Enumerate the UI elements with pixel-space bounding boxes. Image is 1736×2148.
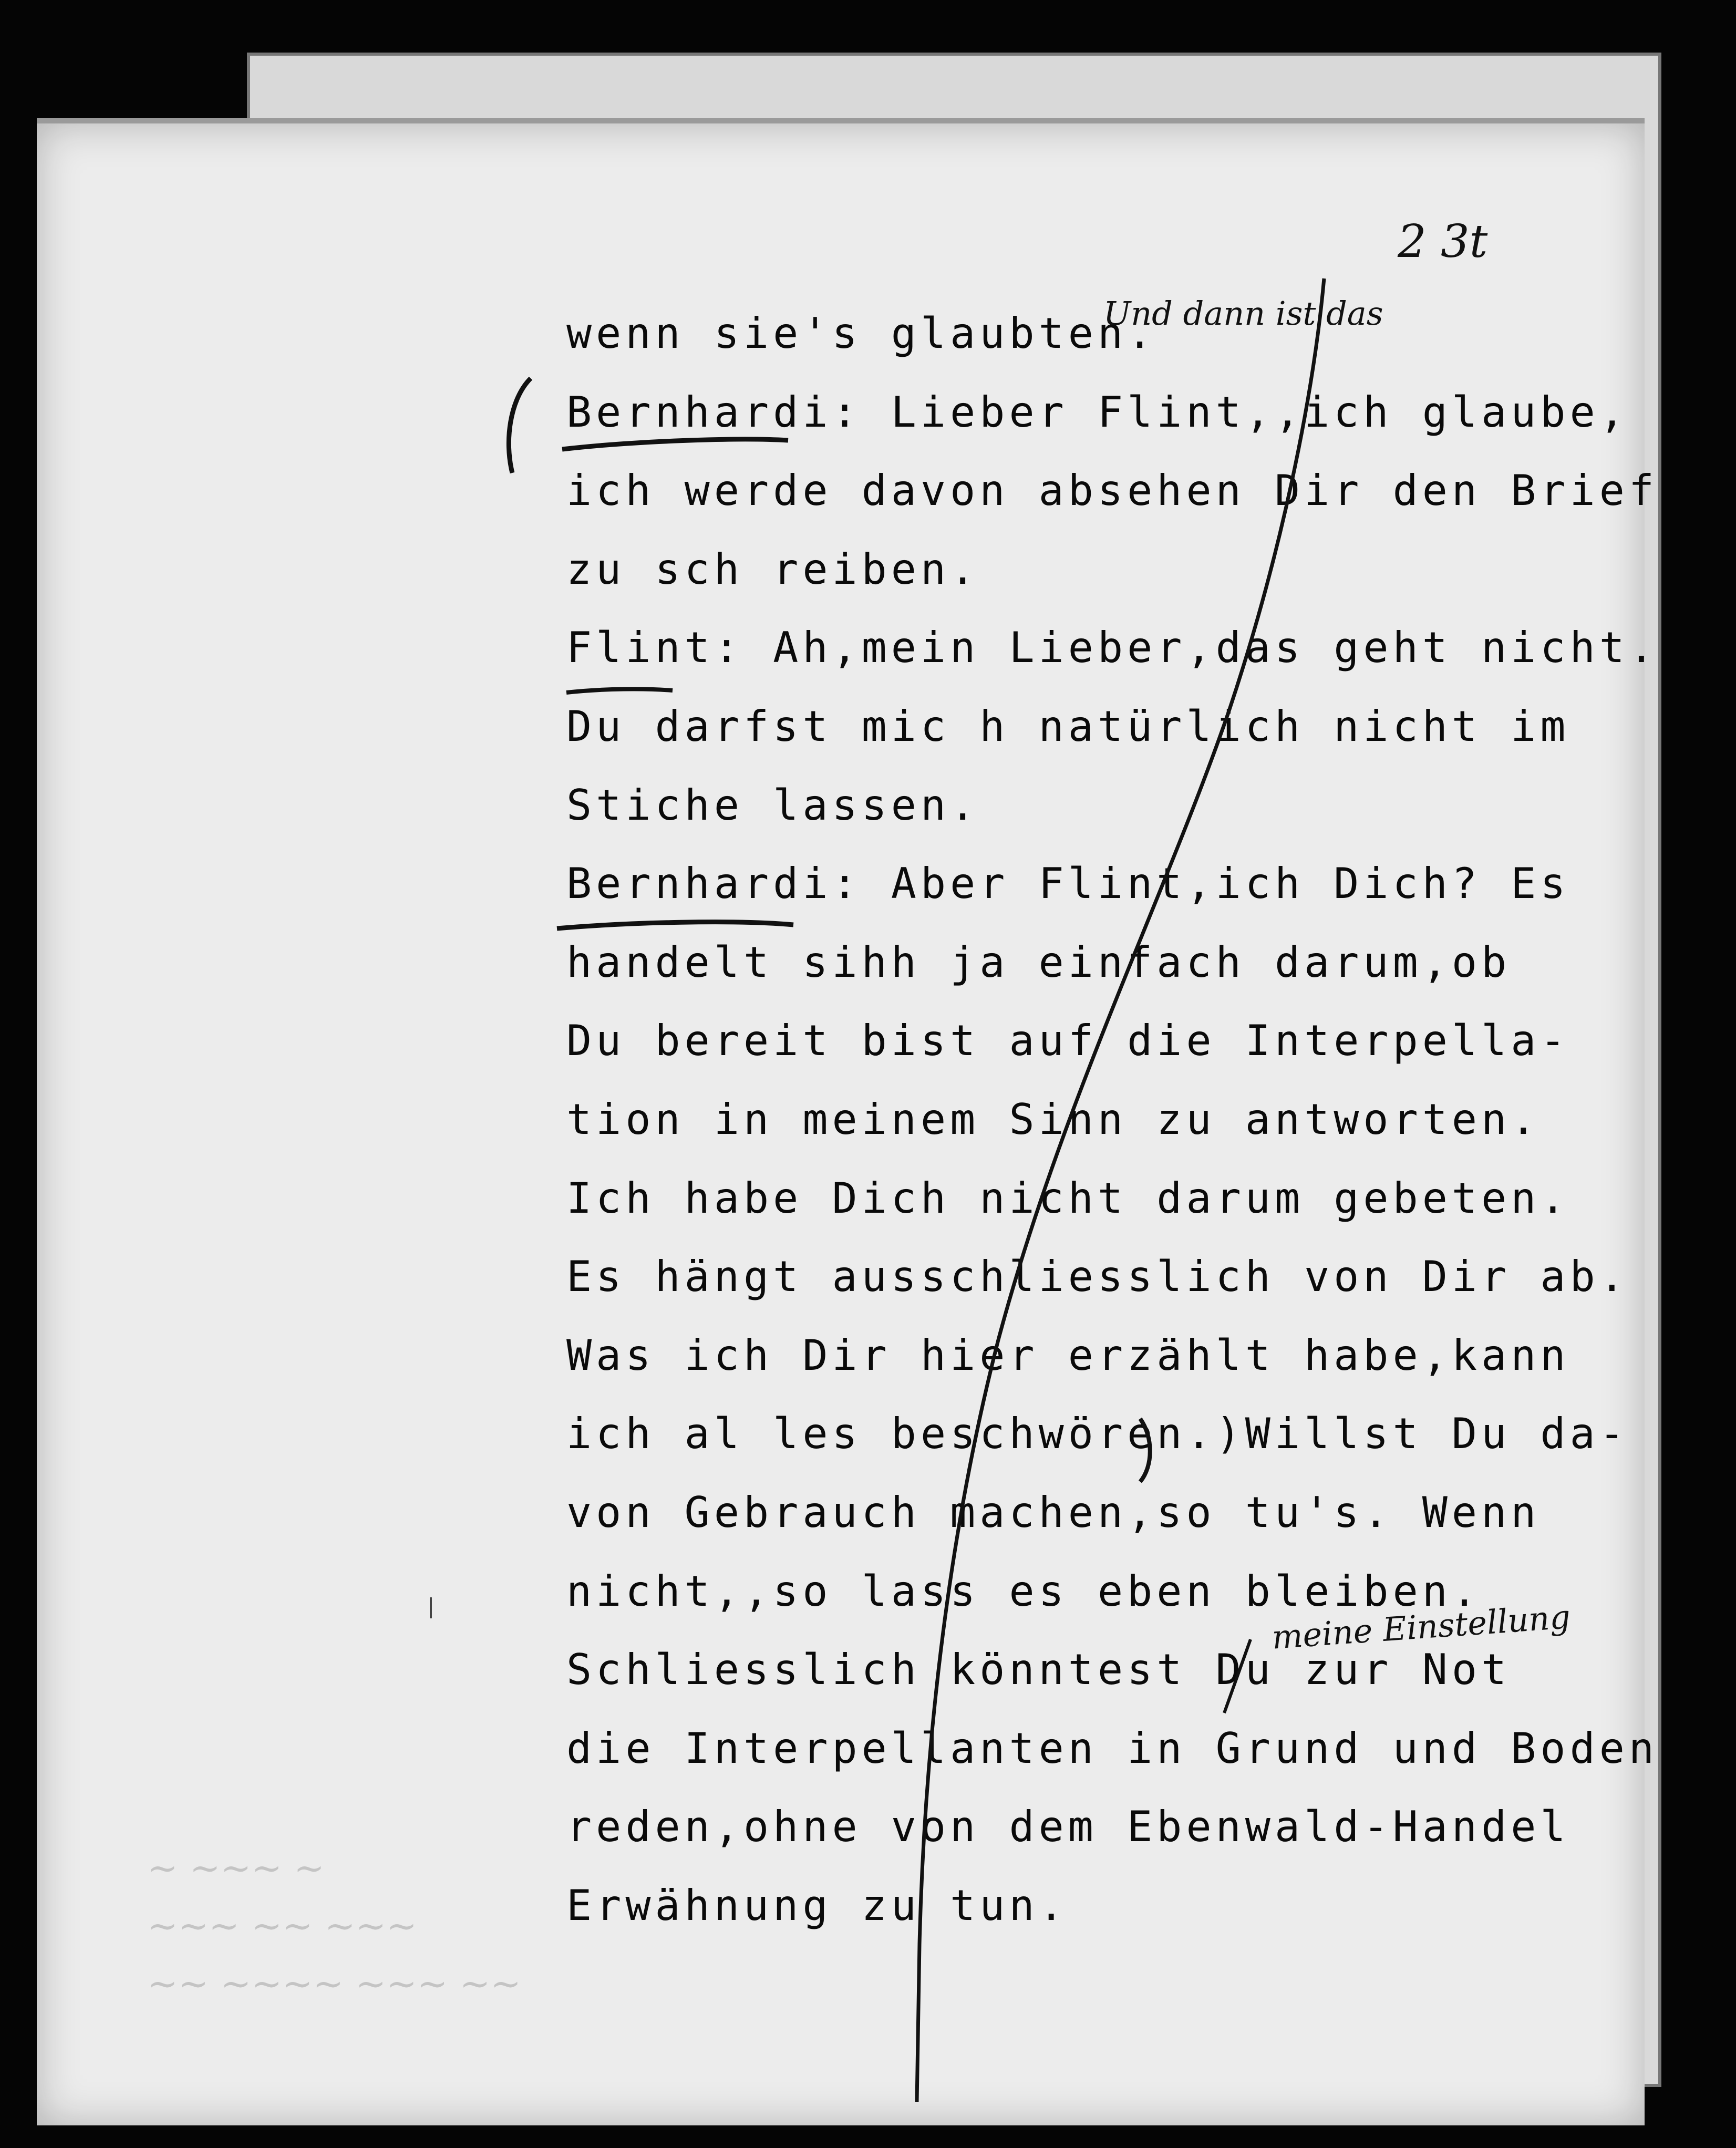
text-line: Was ich Dir hier erzählt habe,kann [566,1330,1570,1380]
text-line: nicht,,so lass es eben bleiben. [566,1566,1482,1616]
text-line: reden,ohne von dem Ebenwald-Handel [566,1802,1570,1852]
text-line: Du bereit bist auf die Interpella- [566,1016,1570,1066]
close-bracket [1140,1419,1150,1482]
left-bracket [509,378,531,473]
text-line: tion in meinem Sinn zu antworten. [566,1094,1541,1144]
text-line: Du darfst mic h natürlich nicht im [566,701,1570,751]
text-line: von Gebrauch machen,so tu's. Wenn [566,1488,1541,1537]
text-line: wenn sie's glaubten. [566,309,1157,358]
text-line: handelt sihh ja einfach darum,ob [566,937,1511,987]
underline-flint [566,689,673,693]
faint-scribble: ~ ~~~ ~ [147,1846,325,1889]
text-line: Bernhardi: Lieber Flint,,ich glaube, [566,387,1629,437]
underline-bernhardi-1 [562,439,788,449]
text-line: Erwähnung zu tun. [566,1881,1068,1930]
underline-bernhardi-2 [557,922,793,928]
text-line: Flint: Ah,mein Lieber,das geht nicht. [566,623,1659,673]
text-line: Schliesslich könntest Du zur Not [566,1645,1511,1695]
text-line: Stiche lassen. [566,780,980,830]
faint-scribble: ~~ ~~~~ ~~~ ~~ [147,1962,521,2005]
faint-scribble: ~~~ ~~ ~~~ [147,1904,417,1947]
text-line: ich al les beschwören.)Willst Du da- [566,1409,1629,1459]
insert-slash [1224,1639,1251,1713]
text-line: Bernhardi: Aber Flint,ich Dich? Es [566,859,1570,908]
text-line: Ich habe Dich nicht darum gebeten. [566,1173,1570,1223]
text-line: die Interpellanten in Grund und Boden [566,1723,1659,1773]
text-line: zu sch reiben. [566,544,980,594]
text-line: ich werde davon absehen Dir den Brief [566,466,1659,515]
handwritten-note-mid: meine Einstellung [1270,1597,1572,1657]
handwritten-note-top: Und dann ist das [1103,294,1383,333]
text-line: Es hängt ausschliesslich von Dir ab. [566,1252,1629,1302]
page-number: 2 3t [1398,215,1488,268]
strike-line [917,278,1324,2102]
